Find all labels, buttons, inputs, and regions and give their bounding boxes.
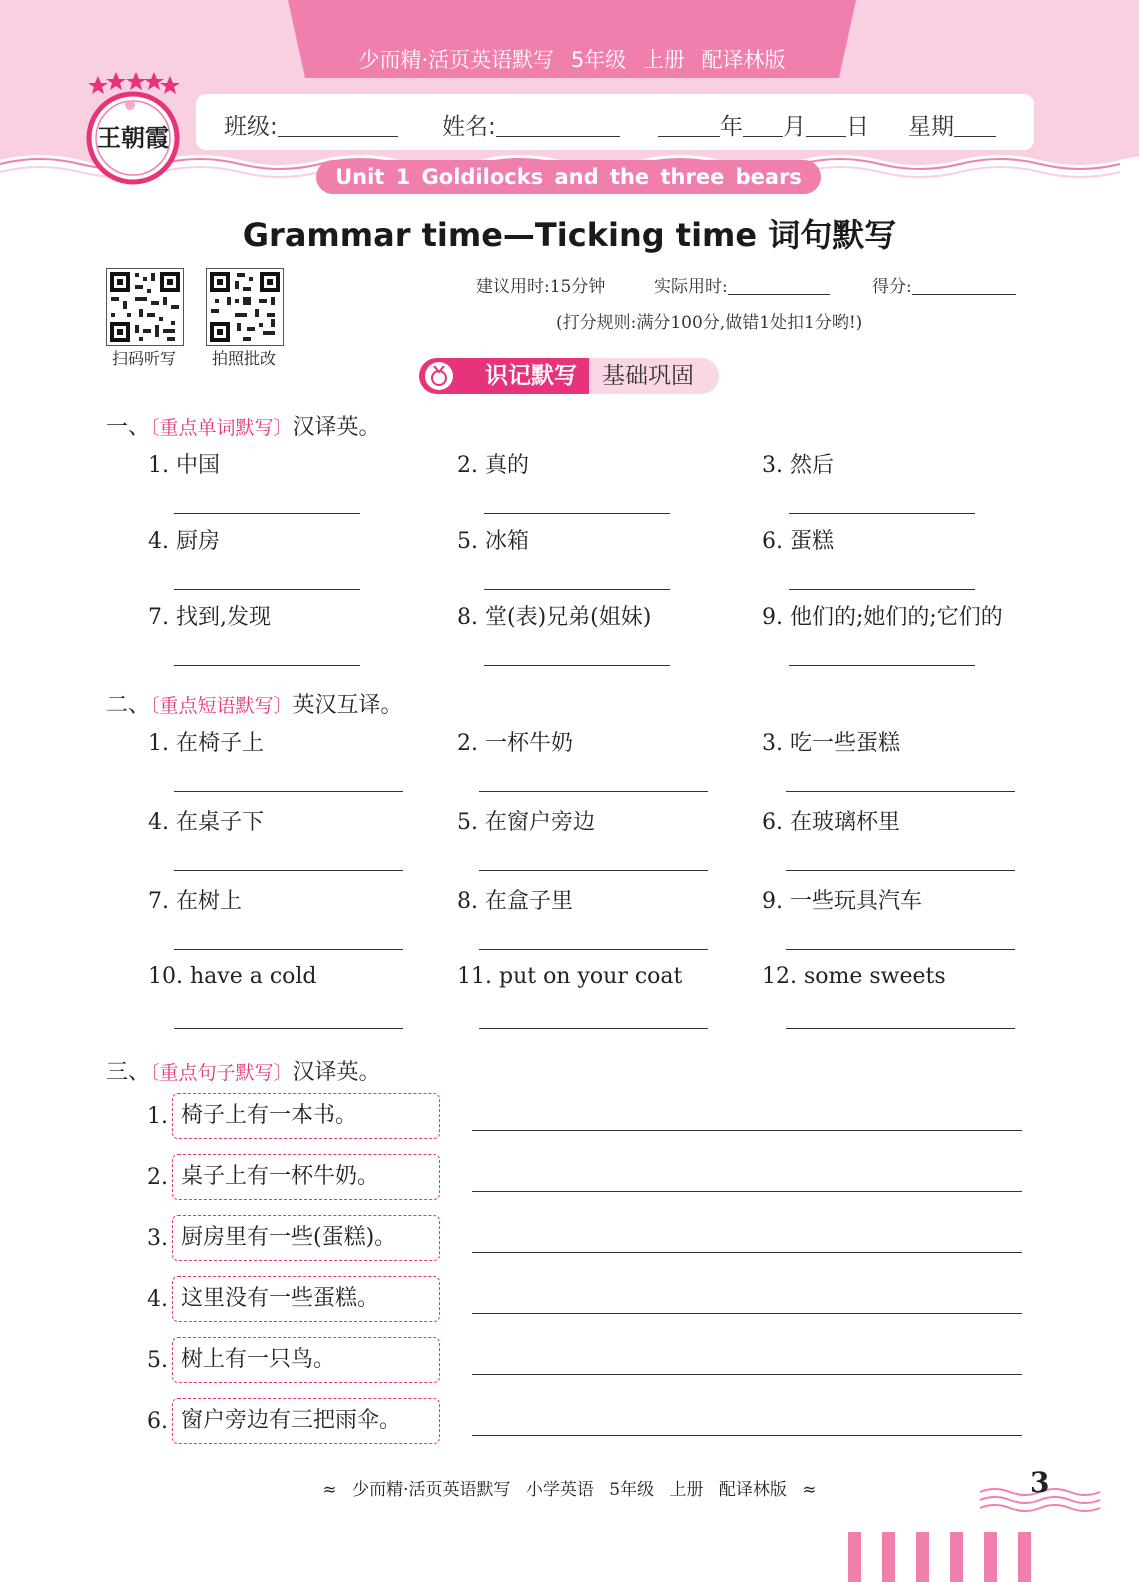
s1-item-6: 6. 蛋糕 [762,529,834,554]
qr-photo-caption: 拍照批改 [211,349,276,368]
s3-sentence-1: 椅子上有一本书。 [172,1093,440,1139]
s1-item-9: 9. 他们的;她们的;它们的 [762,605,1003,630]
day-label: 日 [846,114,869,140]
s2-item-1: 1. 在椅子上 [148,731,264,756]
s1-item-8: 8. 堂(表)兄弟(姐妹) [457,605,652,630]
s1-item-1: 1. 中国 [148,453,220,478]
name-field[interactable] [442,108,620,141]
section2-number: 二、 [106,693,151,718]
section3-instruction: 汉译英。 [292,1060,381,1085]
s2-item-10: 10. have a cold [148,964,317,989]
s2-answer-4[interactable] [174,870,403,871]
s3-answer-5[interactable] [472,1374,1022,1375]
s1-answer-6[interactable] [789,589,975,590]
s1-answer-7[interactable] [174,665,360,666]
weekday-field[interactable] [908,108,996,141]
s2-answer-11[interactable] [479,1028,708,1029]
actual-time-label: 实际用时: [654,277,728,297]
s2-answer-12[interactable] [786,1028,1015,1029]
s2-item-9: 9. 一些玩具汽车 [762,889,922,914]
s1-answer-4[interactable] [174,589,360,590]
s3-sentence-3: 厨房里有一些(蛋糕)。 [172,1215,440,1261]
qr-code-listen[interactable] [106,268,184,346]
s3-sentence-6: 窗户旁边有三把雨伞。 [172,1398,440,1444]
qr-listen-caption: 扫码听写 [111,349,176,368]
s2-answer-6[interactable] [786,870,1015,871]
s2-item-2: 2. 一杯牛奶 [457,731,573,756]
section3-tag: 〔重点句子默写〕 [150,1062,293,1084]
s1-answer-3[interactable] [789,513,975,514]
s1-item-4: 4. 厨房 [148,529,220,554]
logo-text: 王朝霞 [97,123,169,152]
s2-item-7: 7. 在树上 [148,889,242,914]
s2-item-8: 8. 在盒子里 [457,889,573,914]
s2-answer-10[interactable] [174,1028,403,1029]
s3-number-1: 1. [147,1104,168,1129]
actual-time-field[interactable] [654,272,830,297]
s3-number-2: 2. [147,1165,168,1190]
s3-sentence-4: 这里没有一些蛋糕。 [172,1276,440,1322]
section1-heading [106,410,381,441]
s2-item-5: 5. 在窗户旁边 [457,810,595,835]
name-label: 姓名: [442,114,496,140]
page-number: 3 [1030,1466,1050,1499]
s1-item-7: 7. 找到,发现 [148,605,271,630]
s2-item-11: 11. put on your coat [457,964,683,989]
brand-logo [78,72,188,188]
s3-number-4: 4. [147,1287,168,1312]
decor-bar [882,1532,895,1582]
section2-heading [106,688,403,719]
decor-bar [916,1532,929,1582]
s1-answer-9[interactable] [789,665,975,666]
suggested-time: 建议用时:15分钟 [476,277,606,297]
s2-answer-1[interactable] [174,791,403,792]
section2-instruction: 英汉互译。 [292,693,403,718]
section1-tag: 〔重点单词默写〕 [150,417,293,439]
s3-answer-6[interactable] [472,1435,1022,1436]
medal-icon [425,362,453,390]
s2-item-3: 3. 吃一些蛋糕 [762,731,900,756]
decor-bar [1018,1532,1031,1582]
s2-item-4: 4. 在桌子下 [148,810,264,835]
year-label: 年 [720,114,743,140]
scoring-rule: (打分规则:满分100分,做错1处扣1分哟!) [556,313,863,333]
decor-bar [848,1532,861,1582]
s1-answer-1[interactable] [174,513,360,514]
decor-bar [984,1532,997,1582]
section3-number: 三、 [106,1060,151,1085]
s2-answer-8[interactable] [479,949,708,950]
section2-tag: 〔重点短语默写〕 [150,695,293,717]
s2-item-12: 12. some sweets [762,964,946,989]
section3-heading [106,1055,381,1086]
section-badge [419,358,719,394]
footer-text: ≈ 少而精·活页英语默写 小学英语 5年级 上册 配译林版 ≈ [322,1480,817,1500]
s1-item-3: 3. 然后 [762,453,834,478]
section1-instruction: 汉译英。 [292,415,381,440]
badge-sub: 基础巩固 [577,358,719,394]
weekday-label: 星期 [908,114,954,140]
s2-answer-7[interactable] [174,949,403,950]
s2-answer-2[interactable] [479,791,708,792]
s2-item-6: 6. 在玻璃杯里 [762,810,900,835]
s3-answer-2[interactable] [472,1191,1022,1192]
decor-bar [950,1532,963,1582]
class-field[interactable] [224,108,398,141]
section1-number: 一、 [106,415,151,440]
qr-code-photo[interactable] [206,268,284,346]
date-field[interactable] [658,108,869,141]
s3-number-3: 3. [147,1226,168,1251]
month-label: 月 [783,114,806,140]
s3-sentence-5: 树上有一只鸟。 [172,1337,440,1383]
s2-answer-5[interactable] [479,870,708,871]
badge-main: 识记默写 [419,358,589,394]
s1-item-2: 2. 真的 [457,453,529,478]
s1-answer-8[interactable] [484,665,670,666]
s1-answer-2[interactable] [484,513,670,514]
s3-answer-1[interactable] [472,1130,1022,1131]
s2-answer-3[interactable] [786,791,1015,792]
score-field[interactable] [872,272,1016,297]
s3-answer-4[interactable] [472,1313,1022,1314]
s1-item-5: 5. 冰箱 [457,529,529,554]
s3-answer-3[interactable] [472,1252,1022,1253]
s3-sentence-2: 桌子上有一杯牛奶。 [172,1154,440,1200]
score-label: 得分: [872,277,912,297]
class-label: 班级: [224,114,278,140]
page-title: Grammar time—Ticking time 词句默写 [242,216,897,254]
s3-number-6: 6. [147,1409,168,1434]
s3-number-5: 5. [147,1348,168,1373]
s1-answer-5[interactable] [484,589,670,590]
unit-title: Unit 1 Goldilocks and the three bears [316,160,821,194]
s2-answer-9[interactable] [786,949,1015,950]
series-title: 少而精·活页英语默写 5年级 上册 配译林版 [358,48,786,72]
